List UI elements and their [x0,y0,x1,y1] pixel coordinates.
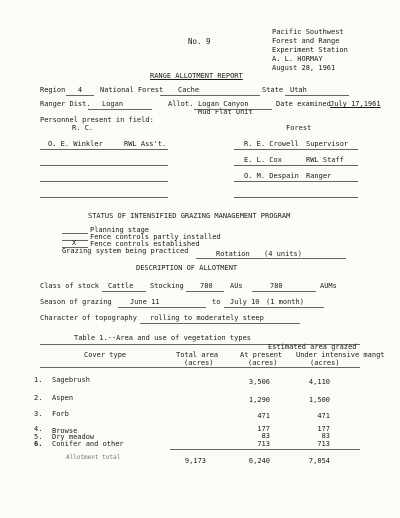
personnel-right-role-1: Supervisor [306,140,349,148]
class-underline [102,291,146,292]
program-checkmark: X [72,239,77,247]
personnel-right-line-3 [234,181,358,182]
personnel-label: Personnel present in field: [40,116,154,124]
personnel-forest-label: Forest [286,124,312,132]
region-label: Region [40,86,66,94]
org-line-4: A. L. HORMAY [272,55,323,63]
report-title: RANGE ALLOTMENT REPORT [150,72,243,80]
allot-value: Logan Canyon [198,100,249,108]
state-value: Utah [290,86,307,94]
personnel-right-line-1 [234,149,358,150]
total-area: 9,173 [184,457,206,465]
ranger-underline [88,109,152,110]
col-total-unit: (acres) [184,359,214,367]
row-2-type: Aspen [52,394,74,402]
row-1-num: 1. [34,376,43,384]
region-underline [66,95,94,96]
allot-value-2: Mud Flat Unit [198,108,253,116]
season-label: Season of grazing [40,298,112,306]
personnel-left-line-2 [40,165,168,166]
row-2-num: 2. [34,394,43,402]
row-6-num: 6. [34,440,43,448]
aums-label: AUMs [320,282,337,290]
row-5-intensive: 83 [321,432,330,440]
stocking-value: 780 [200,282,213,290]
row-4-num: 4. [34,425,43,433]
stocking-label: Stocking [150,282,184,290]
program-item-2: Fence controls partly installed [90,233,221,241]
row-1-type: Sagebrush [52,376,90,384]
row-6-present: 713 [257,440,270,448]
aus-label: AUs [230,282,243,290]
personnel-right-line-2 [234,165,358,166]
table-total-rule [170,449,360,450]
row-6-intensive: 713 [317,440,330,448]
description-title: DESCRIPTION OF ALLOTMENT [136,264,238,272]
personnel-left-line-1 [40,149,168,150]
state-label: State [262,86,284,94]
personnel-right-role-3: Ranger [306,172,332,180]
col-estimated-header: Estimated area grazed [268,343,357,351]
personnel-left-role-1: RWL Ass't. [124,140,167,148]
table-header-rule [40,367,360,368]
org-line-2: Forest and Range [272,37,340,45]
row-3-type: Forb [52,410,69,418]
col-intensive-unit: (acres) [310,359,340,367]
personnel-right-name-2: E. L. Cox [244,156,282,164]
personnel-left-line-3 [40,181,168,182]
state-underline [285,95,349,96]
org-line-3: Experiment Station [272,46,348,54]
col-cover-header: Cover type [84,351,127,359]
personnel-right-name-3: O. M. Despain [244,172,299,180]
org-line-1: Pacific Southwest [272,28,344,36]
row-2-present: 1,290 [248,396,270,404]
allot-underline [194,109,272,110]
date-examined-value: July 17,1961 [330,100,381,108]
row-6-type: Conifer and other [52,440,124,448]
program-check-1 [62,233,88,234]
ranger-label: Ranger Dist. [40,100,91,108]
personnel-right-role-2: RWL Staff [306,156,344,164]
personnel-rc-label: R. C. [72,124,94,132]
col-intensive-header: Under intensive mangt [296,351,385,359]
program-item-4: Grazing system being practiced [62,247,189,255]
season-to: July 10 [230,298,260,306]
allot-label: Allot. [168,100,194,108]
date-examined-label: Date examined [276,100,331,108]
aus-underline [252,291,316,292]
row-4-present: 177 [257,425,270,433]
table-title: Table 1.--Area and use of vegetation types [74,334,252,342]
col-present-header: At present [240,351,283,359]
org-block [272,28,348,73]
program-system-value: Rotation [216,250,250,258]
class-label: Class of stock [40,282,100,290]
report-number: No. 9 [188,37,211,46]
season-from: June 11 [130,298,160,306]
season-to-underline [224,307,324,308]
total-intensive: 7,054 [308,457,330,465]
forest-underline [160,95,260,96]
program-system-underline [196,258,346,259]
aus-value: 780 [270,282,283,290]
row-5-num: 5. [34,433,43,441]
row-2-intensive: 1,500 [308,396,330,404]
class-value: Cattle [108,282,134,290]
row-3-present: 471 [257,412,270,420]
row-4-type: Browse [52,427,78,435]
row-3-num: 3. [34,410,43,418]
forest-value: Cache [178,86,200,94]
forest-label: National Forest [100,86,164,94]
col-present-unit: (acres) [248,359,278,367]
program-system-units: (4 units) [264,250,302,258]
topography-value: rolling to moderately steep [150,314,264,322]
personnel-right-name-1: R. E. Crowell [244,140,299,148]
col-total-header: Total area [176,351,219,359]
personnel-left-name-1: O. E. Winkler [48,140,103,148]
season-note: (1 month) [266,298,304,306]
row-4-intensive: 177 [317,425,330,433]
row-5-present: 83 [261,432,270,440]
personnel-right-line-4 [234,197,358,198]
row-5-type: Dry meadow [52,433,95,441]
season-to-label: to [212,298,221,306]
topography-label: Character of topography [40,314,137,322]
region-value: 4 [77,86,83,94]
row-3-intensive: 471 [317,412,330,420]
stocking-underline [186,291,224,292]
program-item-3: Fence controls established [90,240,200,248]
ranger-value: Logan [102,100,124,108]
row-1-present: 3,506 [248,378,270,386]
season-from-underline [118,307,206,308]
row-1-intensive: 4,110 [308,378,330,386]
report-date: August 28, 1961 [272,64,336,72]
program-title: STATUS OF INTENSIFIED GRAZING MANAGEMENT PROGRAM [88,212,291,220]
total-present: 6,240 [248,457,270,465]
total-label: Allotment total [66,454,121,461]
personnel-left-line-4 [40,197,168,198]
program-item-1: Planning stage [90,226,150,234]
topography-underline [140,323,300,324]
